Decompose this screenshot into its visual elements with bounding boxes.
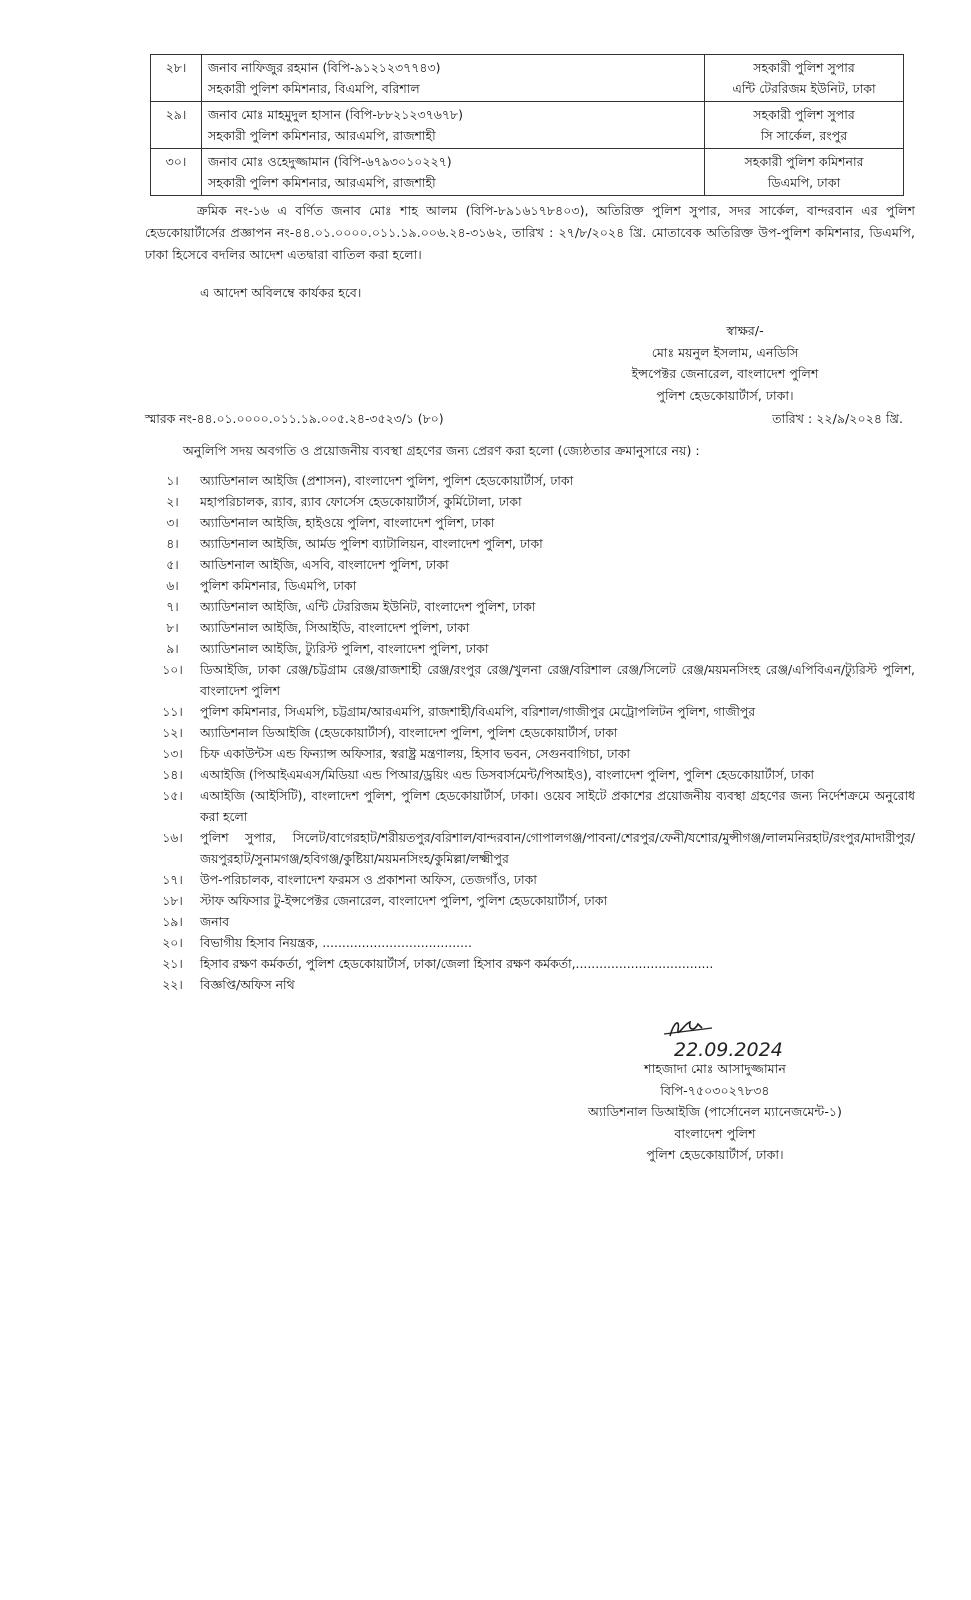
list-item [145,596,915,617]
list-item-number: ১। [166,473,179,488]
list-item-number: ২১। [162,956,183,971]
list-item-number: ১২। [162,725,183,740]
list-item [145,491,915,512]
list-item-text: এআইজি (পিআইএমএস/মিডিয়া এন্ড পিআর/ড্রয়িং এন্ড ডিসবার্সমেন্ট/পিআইও), বাংলাদেশ পুলিশ, পুলিশ হেডকোয়ার্টার্স, ঢাকা [200,767,815,782]
list-item [145,638,915,659]
list-item-text: অ্যাডিশনাল আইজি, আর্মড পুলিশ ব্যাটালিয়ন, বাংলাদেশ পুলিশ, ঢাকা [200,536,543,551]
list-item-number: ৮। [166,620,179,635]
list-item [145,974,915,995]
list-item [145,701,915,722]
list-item [145,470,915,491]
table-row [151,102,904,149]
memo-number: স্মারক নং-৪৪.০১.০০০০.০১১.১৯.০০৫.২৪-৩৫২৩/১ (৮০) [145,411,444,426]
list-item-text: স্টাফ অফিসার টু-ইন্সপেক্টর জেনারেল, বাংলাদেশ পুলিশ, পুলিশ হেডকোয়ার্টার্স, ঢাকা [200,893,608,908]
list-item-text: ডিআইজি, ঢাকা রেঞ্জ/চট্টগ্রাম রেঞ্জ/রাজশাহী রেঞ্জ/রংপুর রেঞ্জ/খুলনা রেঞ্জ/বরিশাল রেঞ্জ/সিলেট রেঞ্জ/ময়মনসিংহ রেঞ্জ/এপিবিএন/ট্যুরিস্ট পুলিশ, বাংলাদেশ পুলিশ [200,662,915,698]
list-item-text: উপ-পরিচালক, বাংলাদেশ ফরমস ও প্রকাশনা অফিস, তেজগাঁও, ঢাকা [200,872,537,887]
officer-name: জনাব মোঃ ওহেদুজ্জামান (বিপি-৬৭৯৩০১০২২৭) [208,154,452,169]
officer-current-post: সহকারী পুলিশ কমিশনার, বিএমপি, বরিশাল [208,81,420,96]
posting-cell [705,149,904,196]
list-item-number: ৪। [166,536,179,551]
handwritten-signature [650,1014,810,1062]
list-item-text: আডিশনাল আইজি, এসবি, বাংলাদেশ পুলিশ, ঢাকা [200,557,449,572]
signatory-2-office: পুলিশ হেডকোয়ার্টার্স, ঢাকা। [646,1147,784,1162]
posting-unit: সি সার্কেল, রংপুর [760,128,848,143]
transfer-table [150,54,904,196]
signatory-1-office: পুলিশ হেডকোয়ার্টার্স, ঢাকা। [656,387,794,403]
list-item-text: অ্যাডিশনাল আইজি, এন্টি টেররিজম ইউনিট, বাংলাদেশ পুলিশ, ঢাকা [200,599,536,614]
list-item-text: অ্যাডিশনাল আইজি, হাইওয়ে পুলিশ, বাংলাদেশ পুলিশ, ঢাকা [200,515,495,530]
signatory-1-name: মোঃ ময়নুল ইসলাম, এনডিসি [651,344,799,360]
list-item-text: চিফ একাউন্টস এন্ড ফিন্যান্স অফিসার, স্বরাষ্ট্র মন্ত্রণালয়, হিসাব ভবন, সেগুনবাগিচা, ঢাকা [200,746,630,761]
serial-cell: ৩০। [151,149,202,196]
list-item-text: বিভাগীয় হিসাব নিয়ন্ত্রক, ...................................... [200,935,472,950]
memo-date: তারিখ : ২২/৯/২০২৪ খ্রি. [772,411,903,426]
signatory-2-name: শাহজাদা মোঃ আসাদুজ্জামান [644,1061,786,1076]
posting-cell [705,55,904,102]
list-item [145,575,915,596]
list-item [145,512,915,533]
copy-header: অনুলিপি সদয় অবগতি ও প্রয়োজনীয় ব্যবস্থা গ্রহণের জন্য প্রেরণ করা হলো (জ্যেষ্ঠতার ক্রমানুসারে নয়) : [183,443,700,458]
posting-designation: সহকারী পুলিশ কমিশনার [744,154,864,169]
list-item-text: বিজ্ঞপ্তি/অফিস নথি [200,977,295,992]
table-row [151,149,904,196]
distribution-list [145,470,915,995]
list-item-number: ৭। [166,599,179,614]
list-item-number: ৫। [166,557,179,572]
list-item-number: ১০। [162,662,183,677]
list-item-number: ২। [166,494,179,509]
signatory-2-org: বাংলাদেশ পুলিশ [674,1125,756,1141]
list-item-text: অ্যাডিশনাল ডিআইজি (হেডকোয়ার্টার্স), বাংলাদেশ পুলিশ, পুলিশ হেডকোয়ার্টার্স, ঢাকা [200,725,618,740]
table-row [151,55,904,102]
cancellation-paragraph: ক্রমিক নং-১৬ এ বর্ণিত জনাব মোঃ শাহ আলম (বিপি-৮৯১৬১৭৮৪০৩), অতিরিক্ত পুলিশ সুপার, সদর সার্কেল, বান্দরবান এর পুলিশ হেডকোয়ার্টার্সের প্রজ্ঞাপন নং-৪৪.০১.০০০০.০১১.১৯.০০৬.২৪-৩১৬২, তারিখ : ২৭/৮/২০২৪ খ্রি. মোতাবেক অতিরিক্ত উপ-পুলিশ কমিশনার, ডিএমপি, ঢাকা হিসেবে বদলির আদেশ এতদ্বারা বাতিল করা হলো। [145,203,915,262]
officer-name: জনাব মোঃ মাহমুদুল হাসান (বিপি-৮৮২১২৩৭৬৭৮) [208,107,463,122]
signed-label: স্বাক্ষর/- [726,323,764,338]
list-item [145,617,915,638]
signatory-2-designation: অ্যাডিশনাল ডিআইজি (পার্সোনেল ম্যানেজমেন্ট-১) [588,1104,842,1119]
list-item-number: ১৪। [162,767,183,782]
list-item [145,764,915,785]
list-item [145,743,915,764]
list-item-number: ১৭। [162,872,183,887]
signatory-2-bp: বিপি-৭৫০৩০২৭৮৩৪ [660,1082,770,1098]
serial-cell: ২৮। [151,55,202,102]
posting-designation: সহকারী পুলিশ সুপার [753,107,855,122]
list-item-text: পুলিশ সুপার, সিলেট/বাগেরহাট/শরীয়তপুর/বরিশাল/বান্দরবান/গোপালগঞ্জ/পাবনা/শেরপুর/ফেনী/যশোর/মুন্সীগঞ্জ/লালমনিরহাট/রংপুর/মাদারীপুর/জয়পুরহাট/সুনামগঞ্জ/হবিগঞ্জ/কুষ্টিয়া/ময়মনসিংহ/কুমিল্লা/লক্ষ্মীপুর [200,830,915,866]
list-item-text: অ্যাডিশনাল আইজি, সিআইডি, বাংলাদেশ পুলিশ, ঢাকা [200,620,470,635]
list-item [145,911,915,932]
list-item [145,869,915,890]
officer-current-post: সহকারী পুলিশ কমিশনার, আরএমপি, রাজশাহী [208,128,436,143]
list-item [145,722,915,743]
list-item-text: এআইজি (আইসিটি), বাংলাদেশ পুলিশ, পুলিশ হেডকোয়ার্টার্স, ঢাকা। ওয়েব সাইটে প্রকাশের প্রয়োজনীয় ব্যবস্থা গ্রহণের জন্য নির্দেশক্রমে অনুরোধ করা হলো [200,788,915,824]
officer-cell [202,102,705,149]
list-item-number: ১৫। [162,788,183,803]
signatory-block-2 [560,1058,870,1166]
officer-current-post: সহকারী পুলিশ কমিশনার, আরএমপি, রাজশাহী [208,175,436,190]
list-item-text: জনাব [200,914,229,929]
list-item [145,785,915,827]
list-item-text: হিসাব রক্ষণ কর্মকর্তা, পুলিশ হেডকোয়ার্টার্স, ঢাকা/জেলা হিসাব রক্ষণ কর্মকর্তা,................................... [200,956,714,971]
list-item [145,659,915,701]
list-item [145,827,915,869]
list-item-number: ২২। [162,977,183,992]
posting-cell [705,102,904,149]
list-item-text: মহাপরিচালক, র‍্যাব, র‍্যাব ফোর্সেস হেডকোয়ার্টার্স, কুর্মিটোলা, ঢাকা [200,494,522,509]
list-item-number: ৩। [166,515,179,530]
posting-designation: সহকারী পুলিশ সুপার [753,60,855,75]
signature-date: 22.09.2024 [674,1039,783,1061]
list-item-number: ১১। [162,704,183,719]
signatory-block-1 [560,320,890,406]
list-item-text: অ্যাডিশনাল আইজি (প্রশাসন), বাংলাদেশ পুলিশ, পুলিশ হেডকোয়ার্টার্স, ঢাকা [200,473,574,488]
list-item-number: ১৯। [162,914,183,929]
list-item [145,932,915,953]
list-item [145,533,915,554]
list-item [145,554,915,575]
officer-cell [202,149,705,196]
list-item-number: ১৩। [162,746,183,761]
list-item-number: ১৮। [162,893,183,908]
serial-cell: ২৯। [151,102,202,149]
officer-name: জনাব নাফিজুর রহমান (বিপি-৯১২১২৩৭৭৪৩) [208,60,441,75]
list-item-number: ৯। [166,641,179,656]
officer-cell [202,55,705,102]
signatory-1-designation: ইন্সপেক্টর জেনারেল, বাংলাদেশ পুলিশ [631,366,819,381]
list-item-number: ৬। [166,578,179,593]
posting-unit: এন্টি টেররিজম ইউনিট, ঢাকা [732,81,876,96]
list-item [145,953,915,974]
list-item-number: ১৬। [162,830,183,845]
list-item-number: ২০। [162,935,183,950]
list-item-text: পুলিশ কমিশনার, সিএমপি, চট্টগ্রাম/আরএমপি, রাজশাহী/বিএমপি, বরিশাল/গাজীপুর মেট্রোপলিটন পুলিশ, গাজীপুর [200,704,756,719]
posting-unit: ডিএমপি, ঢাকা [767,175,841,190]
order-note: এ আদেশ অবিলম্বে কার্যকর হবে। [200,285,362,300]
list-item-text: অ্যাডিশনাল আইজি, ট্যুরিস্ট পুলিশ, বাংলাদেশ পুলিশ, ঢাকা [200,641,489,656]
list-item-text: পুলিশ কমিশনার, ডিএমপি, ঢাকা [200,578,357,593]
transfer-table-body [151,55,904,196]
list-item [145,890,915,911]
